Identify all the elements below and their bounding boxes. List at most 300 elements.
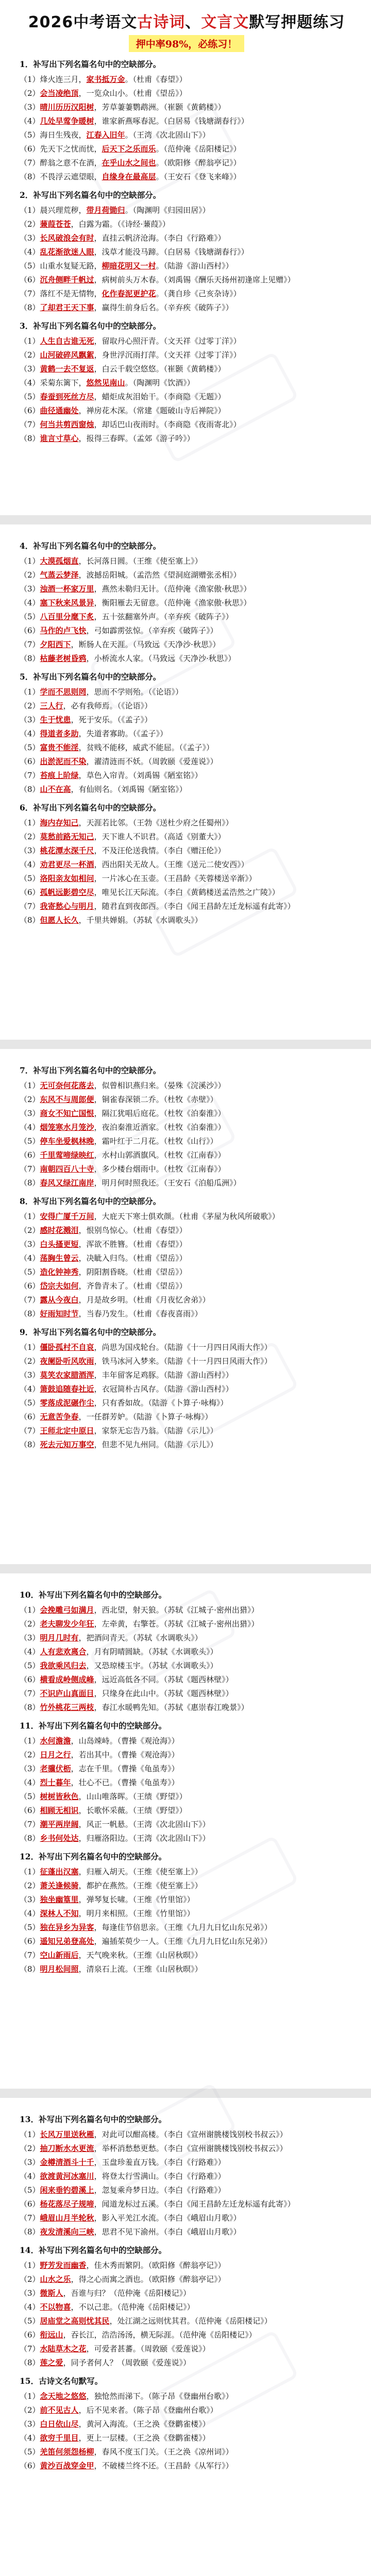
question-line [20,2156,353,2170]
answer-text: 日月之行 [40,1750,71,1759]
answer-text: 无意苦争春 [40,1412,79,1421]
question-text: ，丰年留客足鸡豚。（陆游《游山西村》） [94,1370,233,1380]
question-text: （1） [20,1343,40,1352]
question-line [20,273,353,287]
question-section [20,2243,353,2370]
question-line [20,1107,353,1121]
question-line [20,334,353,348]
question-text: 。（龚自珍《己亥杂诗》） [156,289,241,298]
answer-text: 杨花落尽子规啼 [40,2199,94,2209]
question-text: ，芳草萋萋鹦鹉洲。（崔颢《黄鹤楼》） [94,103,226,112]
answer-text: 白日依山尽 [40,2419,79,2429]
answer-text: 我欲乘风归去 [40,1661,87,1670]
question-line [20,404,353,418]
question-text: ，西北望，射天狼。（苏轼《江城子·密州出猎》） [94,1605,259,1615]
question-text: ，后不见来者。（陈子昂《登幽州台歌》） [78,2405,218,2415]
answer-text: 富贵不能淫 [40,743,79,752]
question-text: ，长歌怀采薇。（王绩《野望》） [78,1806,187,1815]
question-text: （1）烽火连三月， [20,75,87,84]
question-text: ，千里共婵娟。（苏轼《水调歌头》） [78,916,203,925]
question-line [20,844,353,858]
answer-text: 谁言寸草心 [40,434,79,443]
answer-text: 树树皆秋色 [40,1792,79,1801]
answer-text: 征蓬出汉塞 [40,1867,79,1876]
question-text: ，草色入帘青。（刘禹锡《陋室铭》） [78,771,203,780]
question-text: （2） [20,1095,40,1104]
question-line [20,348,353,362]
question-line [20,2431,353,2445]
question-text: ，五十弦翻塞外声。（辛弃疾《破阵子》） [94,612,233,621]
answer-text: 造化钟神秀 [40,1267,79,1277]
page-separator [0,1040,371,1049]
answer-text: 自缘身在最高层 [102,172,156,181]
answer-text: 三人行 [40,701,63,710]
question-line [20,699,353,713]
question-text: （3） [20,584,40,594]
question-line [20,231,353,245]
answer-text: 化作春泥更护花 [102,289,156,298]
question-text: ，春江水暖鸭先知。（苏轼《惠崇春江晚景》） [94,1703,249,1712]
question-text: （5） [20,1923,40,1932]
answer-text: 萧关逢候骑 [40,1881,79,1890]
question-text: ，更上一层楼。（王之涣《登鹳雀楼》） [78,2433,210,2443]
question-line [20,259,353,273]
question-line [20,1121,353,1134]
answer-text: 马作的卢飞快 [40,626,87,635]
question-text: （3） [20,233,40,243]
answer-text: 居庙堂之高则忧其民 [40,2316,110,2326]
question-section [20,2374,353,2473]
question-text: （8） [20,1834,40,1843]
question-text: ，不破楼兰终不还。（王昌龄《从军行》） [94,2461,233,2470]
question-text: ，思君不见下渝州。（李白《峨眉山月歌》） [94,2227,241,2236]
answer-text: 羌笛何须怨杨柳 [40,2447,94,2456]
question-text: （7） [20,640,40,649]
answer-text: 曲径通幽处 [40,406,79,415]
question-text: （1） [20,1212,40,1221]
page-5 [0,2098,371,2576]
question-line [20,685,353,699]
question-text: （6）先天下之忧而忧， [20,144,102,154]
question-text: 。（陶渊明《归园田居》） [125,206,210,215]
answer-text: 商女不知亡国恨 [40,1109,94,1118]
question-line [20,2197,353,2211]
question-line [20,2459,353,2473]
question-text: ，报得三春晖。（孟郊《游子吟》） [78,434,195,443]
question-line [20,2389,353,2403]
question-line [20,2211,353,2225]
question-text: （7） [20,1820,40,1829]
answer-text: 会挽雕弓如满月 [40,1605,94,1615]
question-text: ，同予者何人？（周敦颐《爱莲说》） [63,2358,191,2367]
question-text: （5） [20,612,40,621]
question-line [20,1701,353,1715]
question-text: （3） [20,1633,40,1642]
question-line [20,1279,353,1293]
answer-text: 生于忧患 [40,715,71,724]
question-text: ，似曾相识燕归来。（晏殊《浣溪沙》） [94,1081,226,1090]
question-line [20,1368,353,1382]
page-2 [0,524,371,1040]
question-text: ，濯清涟而不妖。（周敦颐《爱莲说》） [86,757,218,766]
question-text: （4） [20,860,40,869]
question-text: ，佳木秀而繁阴。（欧阳修《醉翁亭记》） [86,2261,226,2270]
question-text: （3） [20,1240,40,1249]
question-text: （4） [20,1778,40,1787]
question-text: （6） [20,2330,40,2340]
question-line [20,2403,353,2417]
question-section [20,539,353,666]
question-line [20,432,353,446]
question-text: ，都护在燕然。（王维《使至塞上》） [78,1881,203,1890]
answer-text: 明月松间照 [40,1964,79,1974]
answer-text: 黄沙百战穿金甲 [40,2461,94,2470]
question-text: （3） [20,1895,40,1904]
answer-text: 春风又绿江南岸 [40,1178,94,1188]
answer-text: 乡书何处达 [40,1834,79,1843]
question-line [20,142,353,156]
answer-text: 箫鼓追随春社近 [40,1384,94,1394]
question-text: （8）不畏浮云遮望眼， [20,172,102,181]
question-text: （6） [20,626,40,635]
answer-text: 苔痕上阶绿 [40,771,79,780]
answer-text: 孤帆远影碧空尽 [40,888,94,897]
question-text: 。（陶渊明《饮酒》） [125,378,195,387]
question-line [20,128,353,142]
answer-text: 峨眉山月半轮秋 [40,2213,94,2223]
question-line [20,100,353,114]
question-line [20,1776,353,1790]
question-text: ，尚思为国戍轮台。（陆游《十一月四日风雨大作》） [94,1343,272,1352]
question-line [20,769,353,783]
question-line [20,1645,353,1659]
title-part-mid: 、 [185,13,201,31]
question-text: ，波撼岳阳城。（孟浩然《望洞庭湖赠张丞相》） [78,570,241,580]
answer-text: 闲来垂钓碧溪上 [40,2185,94,2195]
answer-text: 莲之爱 [40,2358,63,2367]
answer-text: 念天地之悠悠 [40,2392,87,2401]
answer-text: 劝君更尽一杯酒 [40,860,94,869]
question-text: ，只有香如故。（陆游《卜算子·咏梅》） [94,1398,228,1408]
answer-text: 横看成岭侧成峰 [40,1675,94,1684]
question-line [20,1617,353,1631]
answer-text: 独坐幽篁里 [40,1895,79,1904]
question-text: （5） [20,2185,40,2195]
answer-text: 沉舟侧畔千帆过 [40,275,94,284]
question-text: （7） [20,1295,40,1304]
question-text: （6） [20,2199,40,2209]
question-text: （7） [20,1164,40,1174]
answer-text: 了却君王天下事 [40,303,94,312]
title-part-prefix: 2026中考语文 [28,13,138,31]
question-text: ，弓如霹雳弦惊。（辛弃疾《破阵子》） [86,626,218,635]
answer-text: 东风不与周郎便 [40,1095,94,1104]
section-heading: 1．补写出下列名篇名句中的空缺部分。 [20,59,161,69]
answer-text: 人生自古谁无死 [40,336,94,346]
question-text: （5） [20,392,40,401]
question-text: （3） [20,103,40,112]
question-text: （2） [20,1881,40,1890]
question-text: （1） [20,556,40,566]
question-text: ，得之心而寓之酒也。（欧阳修《醉翁亭记》） [71,2275,226,2284]
question-text: ，大庇天下寒士俱欢颜。（杜甫《茅屋为秋风所破歌》） [94,1212,280,1221]
question-text: ，病树前头万木春。（刘禹锡《酬乐天扬州初逢席上见赠》） [94,275,295,284]
question-line [20,1307,353,1321]
question-text: （4） [20,1253,40,1263]
question-text: ，水村山郭酒旗风。（杜牧《江南春》） [94,1150,226,1160]
question-line [20,2286,353,2300]
page-separator [0,1564,371,1573]
question-text: ，霜叶红于二月花。（杜牧《山行》） [94,1137,218,1146]
question-section [20,801,353,927]
answer-text: 夜阑卧听风吹雨 [40,1357,94,1366]
question-line [20,1410,353,1424]
question-text: （5） [20,2316,40,2326]
question-text: ，举杯消愁愁更愁。（李白《宣州谢朓楼饯别校书叔云》） [94,2144,288,2153]
question-text: ，黄河入海流。（王之涣《登鹳雀楼》） [78,2419,210,2429]
question-line [20,2417,353,2431]
question-line [20,1962,353,1976]
question-text: （7） [20,2344,40,2353]
answer-text: 水何澹澹 [40,1736,71,1745]
answer-text: 王师北定中原日 [40,1426,94,1435]
question-text: 。（欧阳修《醉翁亭记》） [156,158,241,167]
question-text: ，春风不度玉门关。（王之涣《凉州词》） [94,2447,233,2456]
answer-text: 大漠孤烟直 [40,556,79,566]
question-line [20,816,353,830]
answer-text: 蒹葭苍苍 [40,219,71,229]
question-line [20,1148,353,1162]
question-text: ，只缘身在此山中。（苏轼《题西林壁》） [94,1689,233,1698]
question-text: （5）海日生残夜， [20,130,87,140]
question-text: ，失道者寡助。（《孟子》） [78,729,168,738]
question-text: ，归雁入胡天。（王维《使至塞上》） [78,1867,203,1876]
section-heading: 9．补写出下列名篇名句中的空缺部分。 [20,1327,161,1337]
answer-text: 僵卧孤村不自哀 [40,1343,94,1352]
answer-text: 荡胸生曾云 [40,1253,79,1263]
question-text: ，铜雀春深锁二乔。（杜牧《赤壁》） [94,1095,218,1104]
question-line [20,362,353,376]
question-text: ，壮心不已。（曹操《龟虽寿》） [71,1778,179,1787]
question-text: （2） [20,701,40,710]
question-text: ，归雁洛阳边。（王湾《次北固山下》） [78,1834,210,1843]
question-text: ，天气晚来秋。（王维《山居秋暝》） [78,1951,203,1960]
question-text: （3） [20,1109,40,1118]
answer-text: 烟笼寒水月笼沙 [40,1123,94,1132]
question-text: （8） [20,2227,40,2236]
question-text: ，蜡炬成灰泪始干。（李商隐《无题》） [94,392,226,401]
answer-text: 感时花溅泪 [40,1226,79,1235]
question-text: （5） [20,1267,40,1277]
answer-text: 得道者多助 [40,729,79,738]
question-text: （4） [20,2172,40,2181]
section-heading: 13．补写出下列名篇名句中的空缺部分。 [20,2114,167,2124]
question-text: （8） [20,1309,40,1318]
question-line [20,418,353,432]
answer-text: 带月荷锄归 [86,206,125,215]
question-text: ，天下谁人不识君。（高适《别董大》） [94,832,226,841]
question-line [20,1354,353,1368]
question-section [20,57,353,184]
answer-text: 抽刀断水水更流 [40,2144,94,2153]
answer-text: 露从今夜白 [40,1295,79,1304]
question-line [20,2356,353,2370]
question-text: （8） [20,654,40,663]
question-text: （8） [20,303,40,312]
question-text: ，浑欲不胜簪。（杜甫《春望》） [78,1240,187,1249]
answer-text: 相顾无相识 [40,1806,79,1815]
answer-text: 竹外桃花三两枝 [40,1703,94,1712]
question-text: ，燕然未勒归无计。（范仲淹《渔家傲·秋思》） [94,584,251,594]
question-text: ，却话巴山夜雨时。（李商隐《夜雨寄北》） [94,420,241,429]
question-text: ，谁家新燕啄春泥。（白居易《钱塘湖春行》） [94,116,249,126]
answer-text: 长风破浪会有时 [40,233,94,243]
question-section [20,1850,353,1976]
answer-text: 死去元知万事空 [40,1440,94,1449]
question-line [20,741,353,755]
question-text: （1） [20,336,40,346]
answer-text: 南朝四百八十寺 [40,1164,94,1174]
question-text: （2） [20,219,40,229]
question-text: （2） [20,2144,40,2153]
answer-text: 莫愁前路无知己 [40,832,94,841]
question-text: （6） [20,406,40,415]
question-line [20,638,353,652]
question-line [20,1804,353,1818]
answer-text: 空山新雨后 [40,1951,79,1960]
question-line [20,1251,353,1265]
question-section [20,319,353,446]
page-separator [0,2089,371,2098]
question-section [20,1063,353,1190]
answer-text: 欲穷千里目 [40,2433,79,2443]
question-text: （6） [20,1675,40,1684]
question-text: ，小桥流水人家。（马致远《天净沙·秋思》） [86,654,236,663]
question-text: ，明月来相照。（王维《竹里馆》） [78,1909,195,1918]
question-text: （1）晨兴理荒秽， [20,206,87,215]
question-line [20,390,353,404]
question-text: ，死于安乐。（《孟子》） [71,715,153,724]
question-text: （7） [20,902,40,911]
question-text: ，齐鲁青未了。（杜甫《望岳》） [78,1281,187,1291]
answer-text: 春蚕到死丝方尽 [40,392,94,401]
question-text: （2） [20,89,40,98]
answer-text: 水陆草木之花 [40,2344,87,2353]
question-text: （4） [20,1123,40,1132]
question-text: （6） [20,1150,40,1160]
answer-text: 明月几时有 [40,1633,79,1642]
question-text: （4） [20,2433,40,2443]
question-line [20,1818,353,1832]
question-line [20,610,353,624]
question-line [20,73,353,87]
question-line [20,1748,353,1762]
question-text: ，吞长江，浩浩汤汤，横无际涯。（范仲淹《岳阳楼记》） [63,2330,257,2340]
question-text: （1） [20,1867,40,1876]
question-text: （2） [20,1750,40,1759]
answer-text: 塞下秋来风景异 [40,598,94,607]
question-text: （4）采菊东篱下， [20,378,87,387]
question-text: （1） [20,2130,40,2139]
answer-text: 晴川历历汉阳树 [40,103,94,112]
question-line [20,582,353,596]
question-text: （6） [20,1412,40,1421]
question-text: ，白露为霜。（《诗经·蒹葭》） [71,219,170,229]
answer-text: 但愿人长久 [40,916,79,925]
question-text: ，天涯若比邻。（王勃《送杜少府之任蜀州》） [78,818,233,827]
question-line [20,376,353,390]
question-section [20,1719,353,1845]
question-text: （5） [20,1398,40,1408]
question-text: ，夜泊秦淮近酒家。（杜牧《泊秦淮》） [94,1123,226,1132]
question-line [20,624,353,638]
title-part-red2: 文言文 [201,13,249,31]
question-text: （8） [20,434,40,443]
question-text: （5） [20,1137,40,1146]
question-line [20,886,353,900]
section-heading: 5．补写出下列名篇名句中的空缺部分。 [20,672,161,682]
question-text: （6） [20,1806,40,1815]
page-4 [0,1573,371,2089]
answer-text: 乱花渐欲迷人眼 [40,247,94,257]
question-text: （4） [20,1647,40,1656]
question-text: ，不及汪伦送我情。（李白《赠汪伦》） [94,846,226,855]
answer-text: 几处早莺争暖树 [40,116,94,126]
question-section [20,2112,353,2239]
question-text: ，有仙则名。（刘禹锡《陋室铭》） [71,785,187,794]
question-text: （2） [20,350,40,360]
question-text: ，山山唯落晖。（王绩《野望》） [78,1792,187,1801]
question-line [20,1687,353,1701]
answer-text: 独在异乡为异客 [40,1923,94,1932]
question-text: （5） [20,743,40,752]
answer-text: 前不见古人 [40,2405,79,2415]
answer-text: 桃花潭水深千尺 [40,846,94,855]
question-line [20,1659,353,1673]
question-line [20,1238,353,1251]
question-line [20,1396,353,1410]
question-text: （6） [20,1937,40,1946]
question-text: （4） [20,2302,40,2312]
question-line [20,1893,353,1907]
question-text: （6） [20,888,40,897]
answer-text: 金樽清酒斗十千 [40,2158,94,2167]
question-text: ，西出阳关无故人。（王维《送元二使安西》） [94,860,249,869]
question-line [20,1673,353,1687]
question-text: （7） [20,420,40,429]
answer-text: 悠然见南山 [86,378,125,387]
question-line [20,783,353,796]
question-section [20,1588,353,1715]
answer-text: 岱宗夫如何 [40,1281,79,1291]
answer-text: 洛阳亲友如相问 [40,874,94,883]
answer-text: 在乎山水之间也 [102,158,156,167]
question-text: ，决眦入归鸟。（杜甫《望岳》） [78,1253,187,1263]
question-text: ，禅房花木深。（常建《题破山寺后禅院》） [78,406,226,415]
question-text: （6） [20,275,40,284]
question-line [20,2342,353,2356]
section-heading: 4．补写出下列名篇名句中的空缺部分。 [20,541,161,551]
question-text: ，遍插茱萸少一人。（王维《九月九日忆山东兄弟》） [94,1937,272,1946]
question-line [20,858,353,872]
question-text: （5） [20,2447,40,2456]
question-line [20,1762,353,1776]
question-section [20,1194,353,1321]
question-line [20,1865,353,1879]
question-text: （4） [20,1909,40,1918]
question-text: ，留取丹心照汗青。（文天祥《过零丁洋》） [94,336,241,346]
answer-text: 八百里分麾下炙 [40,612,94,621]
